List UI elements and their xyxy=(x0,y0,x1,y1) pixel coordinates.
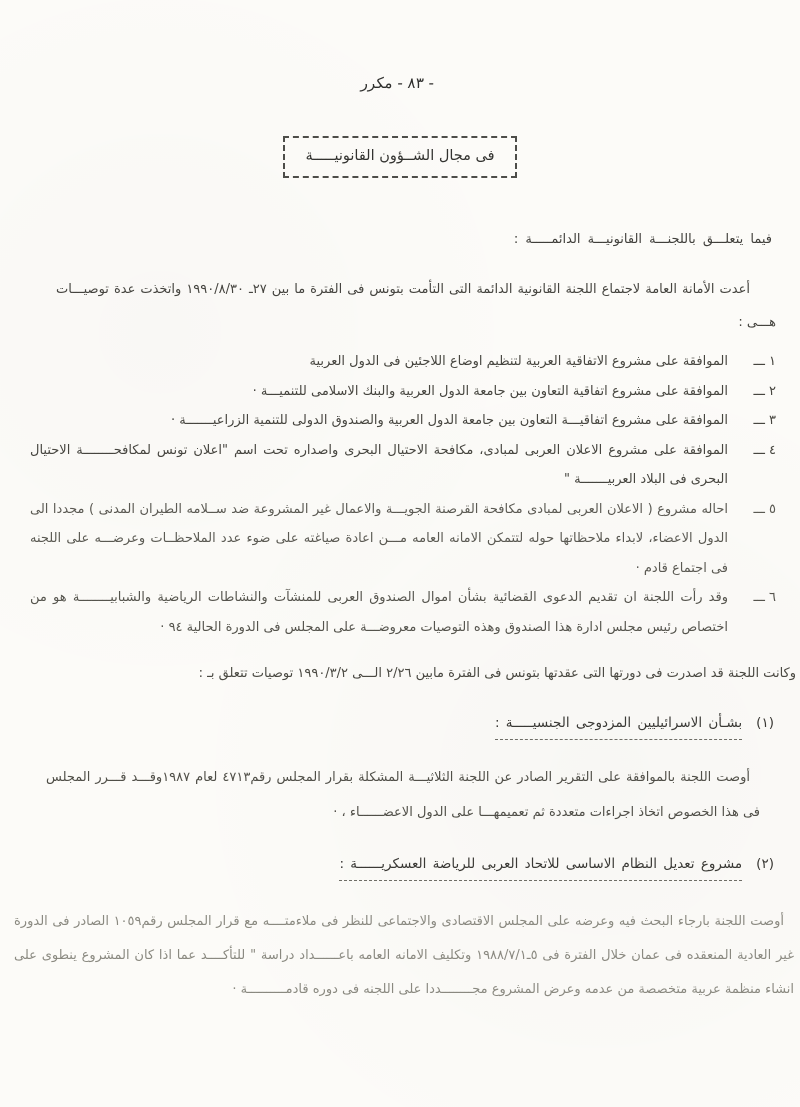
page-number: - ٨٣ - مكرر xyxy=(360,74,435,92)
intro-paragraph: أعدت الأمانة العامة لاجتماع اللجنة القانونية الدائمة التى التأمت بتونس فى الفترة ما بين ٢٧ـ ١٩٩٠/٨/٣٠ واتخذت عدة توصيـــات هـــى : xyxy=(56,282,776,330)
subsection-heading xyxy=(0,856,774,881)
lead-line: فيما يتعلـــق باللجنـــة القانونيـــة الدائمـــــة : xyxy=(513,232,772,247)
subsection-title: مشروع تعديل النظام الاساسى للاتحاد العربى للرياضة العسكريــــــة : xyxy=(339,856,742,881)
section-title-box xyxy=(283,136,516,178)
item-text: الموافقة على مشروع الاتفاقية العربية لتنظيم اوضاع اللاجئين فى الدول العربية xyxy=(309,354,728,369)
list-item xyxy=(30,436,776,495)
list-item xyxy=(30,377,776,407)
subsection-body: أوصت اللجنة بارجاء البحث فيه وعرضه على المجلس الاقتصادى والاجتماعى للنظر فى ملاءمتــــه مع قرار المجلس رقم١٠٥٩ الصادر فى الدورة غير العادية المنعقده فى عمان خلال الفترة فى ٥ـ١٩٨٨/٧/١ وتكليف الامانه العامه باعــــــداد دراسة " للتأكــــد عما اذا كان المشروع ينطوى على انشاء منظمة عربية متخصصة من عدمه وعرض المشروع مجــــــــددا على اللجنه فى دوره قادمــــــــــة · xyxy=(14,914,794,997)
subsection-number: (١) xyxy=(756,715,774,731)
item-text: الموافقة على مشروع الاعلان العربى لمبادى، مكافحة الاحتيال البحرى واصداره تحت اسم "اعلان تونس لمكافحــــــــة الاحتيال البحرى فى البلاد العربيـــــــة " xyxy=(30,442,728,487)
subsection-number: (٢) xyxy=(756,856,774,872)
recommendations-list xyxy=(30,347,776,642)
item-text: وقد رأت اللجنة ان تقديم الدعوى القضائية بشأن اموال الصندوق العربى للمنشآت والنشاطات الرياضية والشبابيــــــــة هو من اختصاص رئيس مجلس ادارة هذا الصندوق وهذه التوصيات معروضـــة على المجلس فى الدورة الحالية ٩٤ · xyxy=(30,590,728,635)
item-text: احاله مشروع ( الاعلان العربى لمبادى مكافحة القرصنة الجويـــة والاعمال غير المشروعة ضد ســلامه الطيران المدنى ) مجددا الى الدول الاعضاء، لابداء ملاحظاتها حوله لتتمكن الامانه العامه مـــن اعادة صياغته على ضوء عدد الملاحظــات وعرضـــه على اللجنه فى اجتماع قادم · xyxy=(30,501,728,576)
list-item xyxy=(30,495,776,584)
subsection-body: أوصت اللجنة بالموافقة على التقرير الصادر عن اللجنة الثلاثيـــة المشكلة بقرار المجلس رقم٤٧١٣ لعام ١٩٨٧وقـــد قـــرر المجلس فى هذا الخصوص اتخاذ اجراءات متعددة ثم تعميمهـــا على الدول الاعضــــــاء ، · xyxy=(46,770,760,820)
list-item xyxy=(30,406,776,436)
list-item xyxy=(30,347,776,377)
item-number: ١ ـــ xyxy=(753,354,776,369)
item-number: ٤ ـــ xyxy=(753,442,776,458)
subsection-title: بشـأن الاسرائيليين المزدوجى الجنسيـــــة : xyxy=(495,715,742,740)
subsection-heading xyxy=(0,715,774,740)
item-number: ٢ ـــ xyxy=(753,383,776,399)
item-number: ٥ ـــ xyxy=(753,501,776,517)
session-summary-paragraph: وكانت اللجنة قد اصدرت فى دورتها التى عقدتها بتونس فى الفترة مابين ٢/٢٦ الـــى ١٩٩٠/٣/٢ توصيات تتعلق بـ : xyxy=(198,666,796,681)
item-text: الموافقة على مشروع اتفاقية التعاون بين جامعة الدول العربية والبنك الاسلامى للتنميـــة · xyxy=(252,383,728,399)
item-number: ٣ ـــ xyxy=(753,413,776,428)
item-number: ٦ ـــ xyxy=(753,590,776,605)
item-text: الموافقة على مشروع اتفاقيـــة التعاون بين جامعة الدول العربية والصندوق الدولى للتنمية الزراعيـــــــة · xyxy=(170,413,728,428)
list-item xyxy=(30,583,776,642)
section-title: فى مجال الشــؤون القانونيـــــة xyxy=(305,148,495,164)
